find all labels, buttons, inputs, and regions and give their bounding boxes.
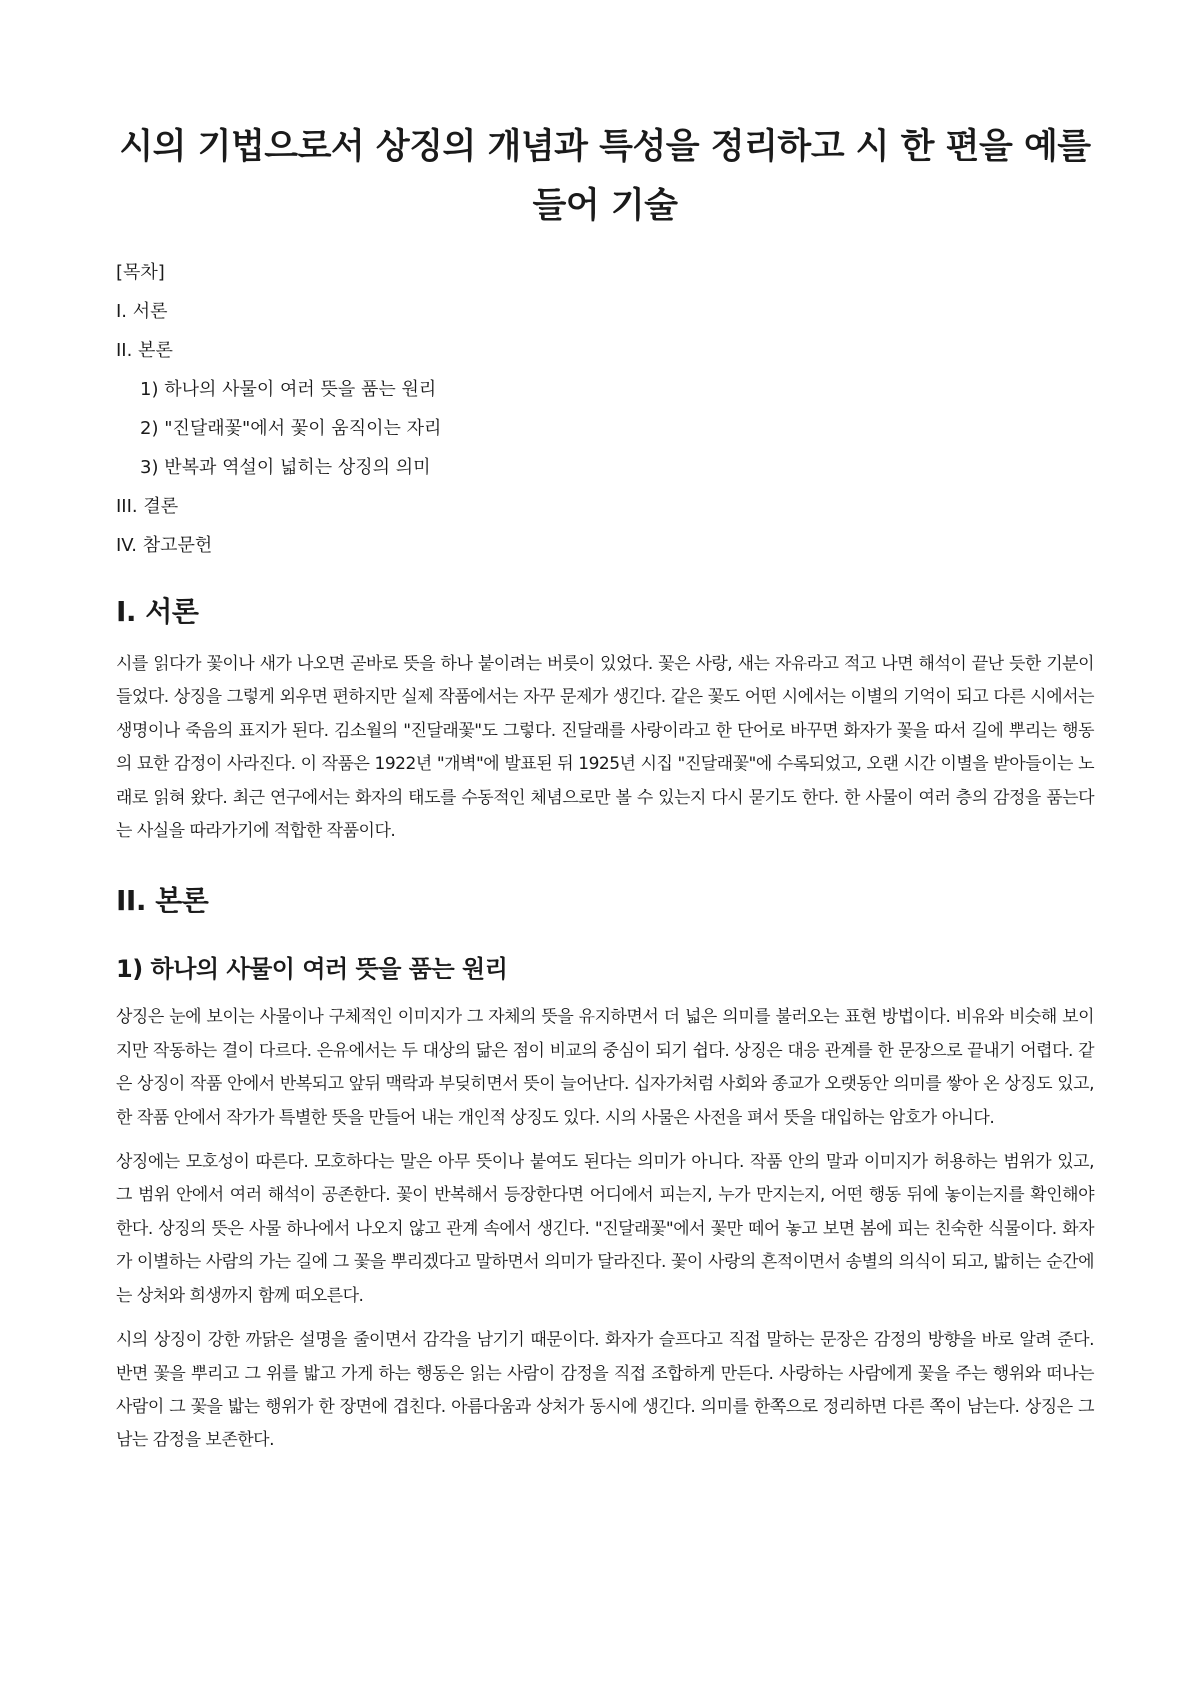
toc-heading: [목차] (116, 262, 165, 283)
toc-subitem: 2) "진달래꽃"에서 꽃이 움직이는 자리 (140, 418, 442, 439)
document-title: 시의 기법으로서 상징의 개념과 특성을 정리하고 시 한 편을 예를 들어 기술 (119, 127, 1091, 226)
toc-item: IV. 참고문헌 (116, 535, 213, 556)
section-heading-intro: I. 서론 (116, 595, 199, 628)
subsection-heading-1: 1) 하나의 사물이 여러 뜻을 품는 원리 (116, 955, 508, 984)
table-of-contents (116, 260, 1094, 559)
section-heading-body: II. 본론 (116, 884, 209, 918)
toc-item: II. 본론 (116, 340, 173, 361)
body-paragraph: 상징에는 모호성이 따른다. 모호하다는 말은 아무 뜻이나 붙여도 된다는 의미가 아니다. 작품 안의 말과 이미지가 허용하는 범위가 있고, 그 범위 안에서 여러 해석이 공존한다. 꽃이 반복해서 등장한다면 어디에서 피는지, 누가 만지는지, 어떤 행동 뒤에 놓이는지를 확인해야 한다. 상징의 뜻은 사물 하나에서 나오지 않고 관계 속에서 생긴다. "진달래꽃"에서 꽃만 떼어 놓고 보면 봄에 피는 친숙한 식물이다. 화자가 이별하는 사람의 가는 길에 그 꽃을 뿌리겠다고 말하면서 의미가 달라진다. 꽃이 사랑의 흔적이면서 송별의 의식이 되고, 밟히는 순간에는 상처와 희생까지 함께 떠오른다. (116, 1152, 1094, 1306)
intro-paragraph: 시를 읽다가 꽃이나 새가 나오면 곧바로 뜻을 하나 붙이려는 버릇이 있었다. 꽃은 사랑, 새는 자유라고 적고 나면 해석이 끝난 듯한 기분이 들었다. 상징을 그렇게 외우면 편하지만 실제 작품에서는 자꾸 문제가 생긴다. 같은 꽃도 어떤 시에서는 이별의 기억이 되고 다른 시에서는 생명이나 죽음의 표지가 된다. 김소월의 "진달래꽃"도 그렇다. 진달래를 사랑이라고 한 단어로 바꾸면 화자가 꽃을 따서 길에 뿌리는 행동의 묘한 감정이 사라진다. 이 작품은 1922년 "개벽"에 발표된 뒤 1925년 시집 "진달래꽃"에 수록되었고, 오랜 시간 이별을 받아들이는 노래로 읽혀 왔다. 최근 연구에서는 화자의 태도를 수동적인 체념으로만 볼 수 있는지 다시 묻기도 한다. 한 사물이 여러 층의 감정을 품는다는 사실을 따라가기에 적합한 작품이다. (116, 654, 1094, 842)
toc-item: I. 서론 (116, 301, 168, 322)
toc-subitem: 3) 반복과 역설이 넓히는 상징의 의미 (140, 457, 431, 478)
toc-subitem: 1) 하나의 사물이 여러 뜻을 품는 원리 (140, 379, 437, 400)
toc-item: III. 결론 (116, 496, 179, 517)
body-paragraph: 상징은 눈에 보이는 사물이나 구체적인 이미지가 그 자체의 뜻을 유지하면서 더 넓은 의미를 불러오는 표현 방법이다. 비유와 비슷해 보이지만 작동하는 결이 다르다. 은유에서는 두 대상의 닮은 점이 비교의 중심이 되기 쉽다. 상징은 대응 관계를 한 문장으로 끝내기 어렵다. 같은 상징이 작품 안에서 반복되고 앞뒤 맥락과 부딪히면서 뜻이 늘어난다. 십자가처럼 사회와 종교가 오랫동안 의미를 쌓아 온 상징도 있고, 한 작품 안에서 작가가 특별한 뜻을 만들어 내는 개인적 상징도 있다. 시의 사물은 사전을 펴서 뜻을 대입하는 암호가 아니다. (116, 1007, 1094, 1128)
body-paragraph: 시의 상징이 강한 까닭은 설명을 줄이면서 감각을 남기기 때문이다. 화자가 슬프다고 직접 말하는 문장은 감정의 방향을 바로 알려 준다. 반면 꽃을 뿌리고 그 위를 밟고 가게 하는 행동은 읽는 사람이 감정을 직접 조합하게 만든다. 사랑하는 사람에게 꽃을 주는 행위와 떠나는 사람이 그 꽃을 밟는 행위가 한 장면에 겹친다. 아름다움과 상처가 동시에 생긴다. 의미를 한쪽으로 정리하면 다른 쪽이 남는다. 상징은 그 남는 감정을 보존한다. (116, 1330, 1094, 1451)
